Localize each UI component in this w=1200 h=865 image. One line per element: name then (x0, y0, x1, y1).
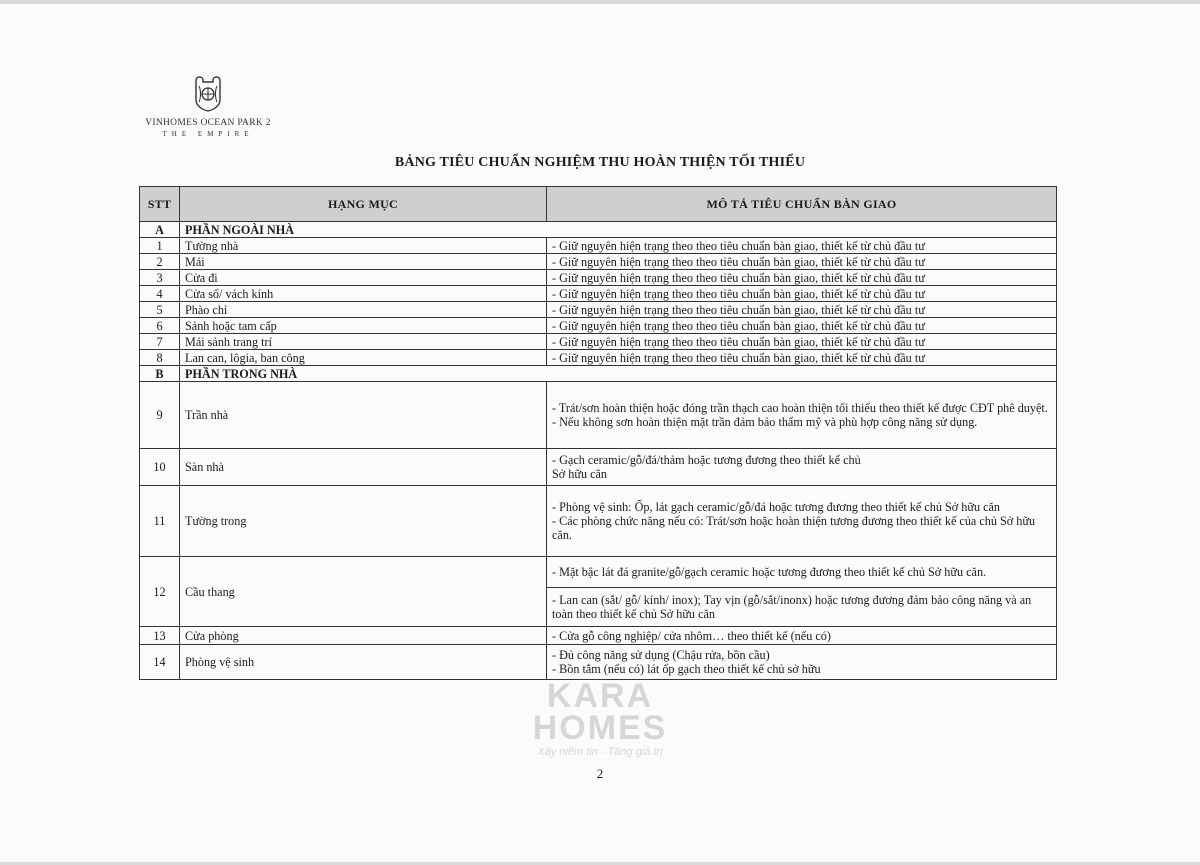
row-stt: 5 (140, 302, 180, 318)
document-title: BẢNG TIÊU CHUẨN NGHIỆM THU HOÀN THIỆN TỐI THIỂU (394, 155, 806, 170)
row-item: Cửa sổ/ vách kính (180, 286, 547, 302)
description-line: Sở hữu căn (552, 467, 608, 481)
watermark-slogan: Xây niềm tin - Tăng giá trị (537, 746, 663, 758)
page-number: 2 (596, 766, 604, 781)
row-description: - Giữ nguyên hiện trạng theo theo tiêu chuẩn bàn giao, thiết kế từ chủ đầu tư (547, 334, 1057, 350)
row-description (547, 382, 1057, 449)
description-line: - Gạch ceramic/gỗ/đá/thảm hoặc tương đương theo thiết kế chủ (552, 453, 861, 467)
watermark-brand: KARA HOMES (532, 677, 668, 747)
row-description: - Lan can (sắt/ gỗ/ kính/ inox); Tay vịn (gỗ/sắt/inonx) hoặc tương đương đảm bảo công năng và an toàn theo thiết kế chủ Sở hữu căn (547, 588, 1057, 627)
table-row (140, 350, 1057, 366)
row-item: Sảnh hoặc tam cấp (180, 318, 547, 334)
document-page (0, 4, 1200, 862)
row-description: - Giữ nguyên hiện trạng theo theo tiêu chuẩn bàn giao, thiết kế từ chủ đầu tư (547, 318, 1057, 334)
table-row (140, 254, 1057, 270)
header-logo (138, 74, 278, 138)
row-item: Cầu thang (180, 557, 547, 627)
row-stt: 8 (140, 350, 180, 366)
header-stt: STT (140, 187, 180, 222)
row-item: Lan can, lôgia, ban công (180, 350, 547, 366)
row-stt: 9 (140, 382, 180, 449)
row-description: - Giữ nguyên hiện trạng theo theo tiêu chuẩn bàn giao, thiết kế từ chủ đầu tư (547, 302, 1057, 318)
row-stt: 1 (140, 238, 180, 254)
row-stt: 14 (140, 645, 180, 680)
section-row-b (140, 366, 1057, 382)
row-description (547, 449, 1057, 486)
row-description (547, 486, 1057, 557)
table-header-row (140, 187, 1057, 222)
row-description: - Giữ nguyên hiện trạng theo theo tiêu chuẩn bàn giao, thiết kế từ chủ đầu tư (547, 238, 1057, 254)
section-row-a (140, 222, 1057, 238)
row-description: - Giữ nguyên hiện trạng theo theo tiêu chuẩn bàn giao, thiết kế từ chủ đầu tư (547, 270, 1057, 286)
row-stt: 7 (140, 334, 180, 350)
row-stt: 12 (140, 557, 180, 627)
table-row (140, 382, 1057, 449)
brand-name: VINHOMES OCEAN PARK 2 (145, 118, 271, 128)
row-stt: 13 (140, 627, 180, 645)
header-item: HẠNG MỤC (180, 187, 547, 222)
section-label: PHẦN NGOÀI NHÀ (180, 222, 1057, 238)
table-row (140, 449, 1057, 486)
table-row (140, 627, 1057, 645)
description-line: - Phòng vệ sinh: Ốp, lát gạch ceramic/gỗ/đá hoặc tương đương theo thiết kế chủ Sở hữu căn (552, 500, 1001, 514)
row-item: Trần nhà (180, 382, 547, 449)
table-row (140, 486, 1057, 557)
row-item: Tường nhà (180, 238, 547, 254)
header-description: MÔ TẢ TIÊU CHUẨN BÀN GIAO (547, 187, 1057, 222)
section-stt: A (140, 222, 180, 238)
row-stt: 11 (140, 486, 180, 557)
description-line: - Đủ công năng sử dụng (Chậu rửa, bồn cầu) (552, 648, 770, 662)
row-item: Mái sảnh trang trí (180, 334, 547, 350)
acceptance-standards-table (139, 186, 1057, 680)
table-row (140, 302, 1057, 318)
section-stt: B (140, 366, 180, 382)
watermark (480, 677, 720, 758)
table-row (140, 557, 1057, 588)
brand-subtitle: THE EMPIRE (162, 130, 254, 138)
description-line: - Các phòng chức năng nếu có: Trát/sơn hoặc hoàn thiện tương đương theo thiết kế của chủ Sở hữu căn. (552, 514, 1036, 542)
table-row (140, 318, 1057, 334)
table-row (140, 645, 1057, 680)
row-stt: 3 (140, 270, 180, 286)
description-line: - Bồn tắm (nếu có) lát ốp gạch theo thiết kế chủ sở hữu (552, 662, 821, 676)
row-stt: 10 (140, 449, 180, 486)
row-item: Sàn nhà (180, 449, 547, 486)
vinhomes-crest-icon (191, 74, 225, 112)
row-item: Phào chỉ (180, 302, 547, 318)
row-item: Cửa phòng (180, 627, 547, 645)
description-line: - Nếu không sơn hoàn thiện mặt trần đảm bảo thẩm mỹ và phù hợp công năng sử dụng. (552, 415, 978, 429)
row-item: Cửa đi (180, 270, 547, 286)
row-description (547, 645, 1057, 680)
row-item: Phòng vệ sinh (180, 645, 547, 680)
row-stt: 2 (140, 254, 180, 270)
table-row (140, 238, 1057, 254)
row-description: - Cửa gỗ công nghiệp/ cửa nhôm… theo thiết kế (nếu có) (547, 627, 1057, 645)
row-description: - Giữ nguyên hiện trạng theo theo tiêu chuẩn bàn giao, thiết kế từ chủ đầu tư (547, 350, 1057, 366)
row-description: - Mặt bậc lát đá granite/gỗ/gạch ceramic hoặc tương đương theo thiết kế chủ Sở hữu căn. (547, 557, 1057, 588)
table-row (140, 286, 1057, 302)
description-line: - Trát/sơn hoàn thiện hoặc đóng trần thạch cao hoàn thiện tối thiểu theo thiết kế được CĐT phê duyệt. (552, 401, 1048, 415)
row-item: Mái (180, 254, 547, 270)
row-description: - Giữ nguyên hiện trạng theo theo tiêu chuẩn bàn giao, thiết kế từ chủ đầu tư (547, 254, 1057, 270)
row-stt: 6 (140, 318, 180, 334)
table-row (140, 334, 1057, 350)
section-label: PHẦN TRONG NHÀ (180, 366, 1057, 382)
table-row (140, 270, 1057, 286)
row-item: Tường trong (180, 486, 547, 557)
row-stt: 4 (140, 286, 180, 302)
row-description: - Giữ nguyên hiện trạng theo theo tiêu chuẩn bàn giao, thiết kế từ chủ đầu tư (547, 286, 1057, 302)
